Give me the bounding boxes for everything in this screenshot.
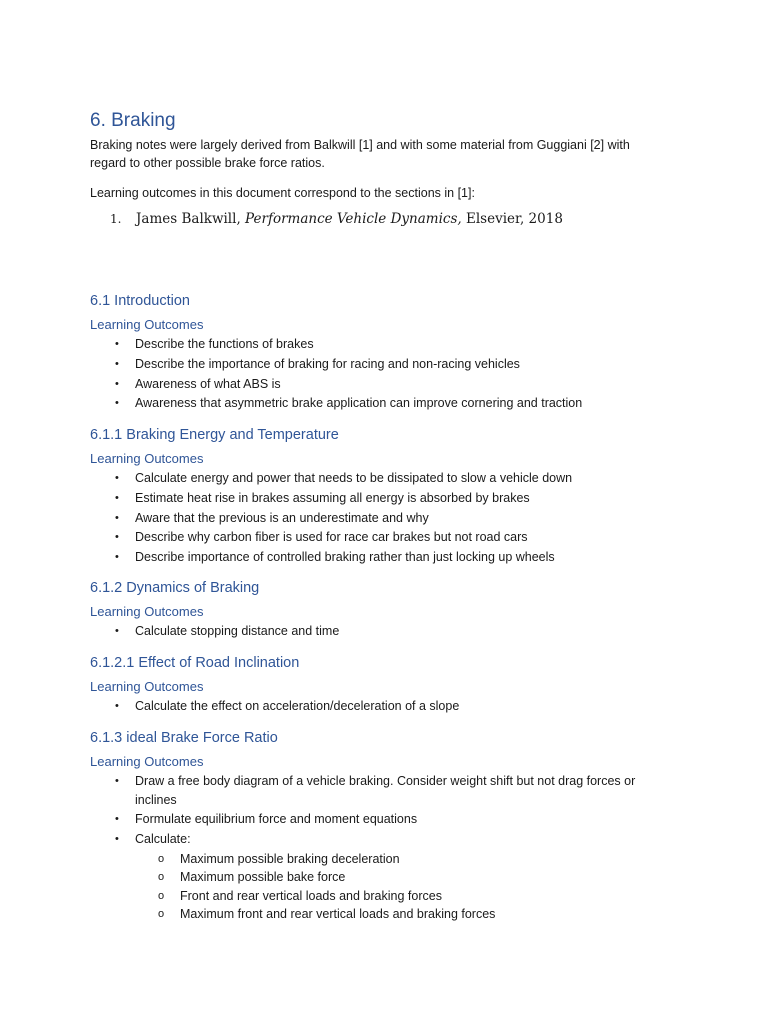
section-heading: 6.1.3 ideal Brake Force Ratio [90, 730, 278, 746]
section-heading: 6.1.1 Braking Energy and Temperature [90, 427, 339, 443]
section-introduction [90, 291, 690, 414]
intro-paragraph: Learning outcomes in this document correspond to the sections in [1]: [90, 186, 475, 200]
bullet-icon: • [115, 813, 119, 826]
circle-bullet-icon: o [158, 871, 165, 884]
bullet-icon: • [115, 700, 119, 712]
bullet-icon: • [115, 531, 119, 544]
section-road-inclination [90, 653, 690, 717]
list-item: • Calculate stopping distance and time [90, 622, 690, 641]
learning-outcomes-heading: Learning Outcomes [90, 451, 204, 466]
outcome-list [90, 335, 690, 413]
reference-publisher: Elsevier, 2018 [461, 211, 563, 227]
reference-book-title: Performance Vehicle Dynamics, [245, 211, 462, 227]
bullet-icon: • [115, 491, 119, 504]
list-item: • Formulate equilibrium force and moment equations [90, 810, 655, 829]
outcome-list [90, 697, 690, 716]
learning-outcomes-heading: Learning Outcomes [90, 754, 204, 769]
page-title: 6. Braking [90, 110, 176, 131]
list-item: • Calculate energy and power that needs to be dissipated to slow a vehicle down [90, 469, 690, 488]
bullet-icon: • [115, 625, 119, 637]
reference-number: 1. [110, 212, 122, 226]
list-item: • Calculate: [90, 830, 655, 849]
section-heading: 6.1 Introduction [90, 293, 190, 309]
bullet-icon: • [115, 775, 119, 787]
section-ideal-brake-force-ratio [90, 728, 690, 924]
list-item: • Awareness of what ABS is [90, 375, 690, 394]
circle-bullet-icon: o [158, 889, 165, 902]
sub-list-item: o Maximum possible braking deceleration [90, 850, 690, 869]
list-item: • Estimate heat rise in brakes assuming all energy is absorbed by brakes [90, 489, 690, 508]
sub-list-item: o Front and rear vertical loads and braking forces [90, 887, 690, 906]
outcome-list [90, 622, 690, 641]
circle-bullet-icon: o [158, 852, 165, 865]
sub-outcome-list [90, 850, 690, 924]
reference-author: James Balkwill, [136, 211, 246, 227]
section-heading: 6.1.2 Dynamics of Braking [90, 580, 260, 596]
bullet-icon: • [115, 377, 119, 390]
outcome-list [90, 469, 690, 567]
list-item: • Describe importance of controlled braking rather than just locking up wheels [90, 548, 690, 567]
sub-list-item: o Maximum front and rear vertical loads and braking forces [90, 905, 690, 924]
list-item: • Awareness that asymmetric brake application can improve cornering and traction [90, 394, 690, 413]
list-item: • Describe the functions of brakes [90, 335, 690, 354]
bullet-icon: • [115, 338, 119, 350]
intro-paragraph: Braking notes were largely derived from Balkwill [1] and with some material from Guggiani [2] with regard to other possible brake force ratios. [90, 138, 630, 170]
list-item: • Aware that the previous is an underestimate and why [90, 509, 690, 528]
bullet-icon: • [115, 833, 119, 846]
bullet-icon: • [115, 472, 119, 484]
sub-list-item: o Maximum possible bake force [90, 868, 690, 887]
list-item: • Describe the importance of braking for racing and non-racing vehicles [90, 355, 690, 374]
section-braking-energy [90, 425, 690, 568]
section-heading: 6.1.2.1 Effect of Road Inclination [90, 655, 300, 671]
reference-item [110, 211, 563, 227]
circle-bullet-icon: o [158, 908, 165, 921]
learning-outcomes-heading: Learning Outcomes [90, 317, 204, 332]
list-item: • Describe why carbon fiber is used for race car brakes but not road cars [90, 528, 690, 547]
list-item: • Draw a free body diagram of a vehicle braking. Consider weight shift but not drag forces or inclines [115, 774, 636, 807]
bullet-icon: • [115, 357, 119, 370]
outcome-list [90, 772, 655, 849]
bullet-icon: • [115, 551, 119, 564]
bullet-icon: • [115, 397, 119, 410]
bullet-icon: • [115, 511, 119, 524]
section-dynamics-of-braking [90, 578, 690, 642]
list-item: • Calculate the effect on acceleration/deceleration of a slope [90, 697, 690, 716]
learning-outcomes-heading: Learning Outcomes [90, 604, 204, 619]
learning-outcomes-heading: Learning Outcomes [90, 679, 204, 694]
